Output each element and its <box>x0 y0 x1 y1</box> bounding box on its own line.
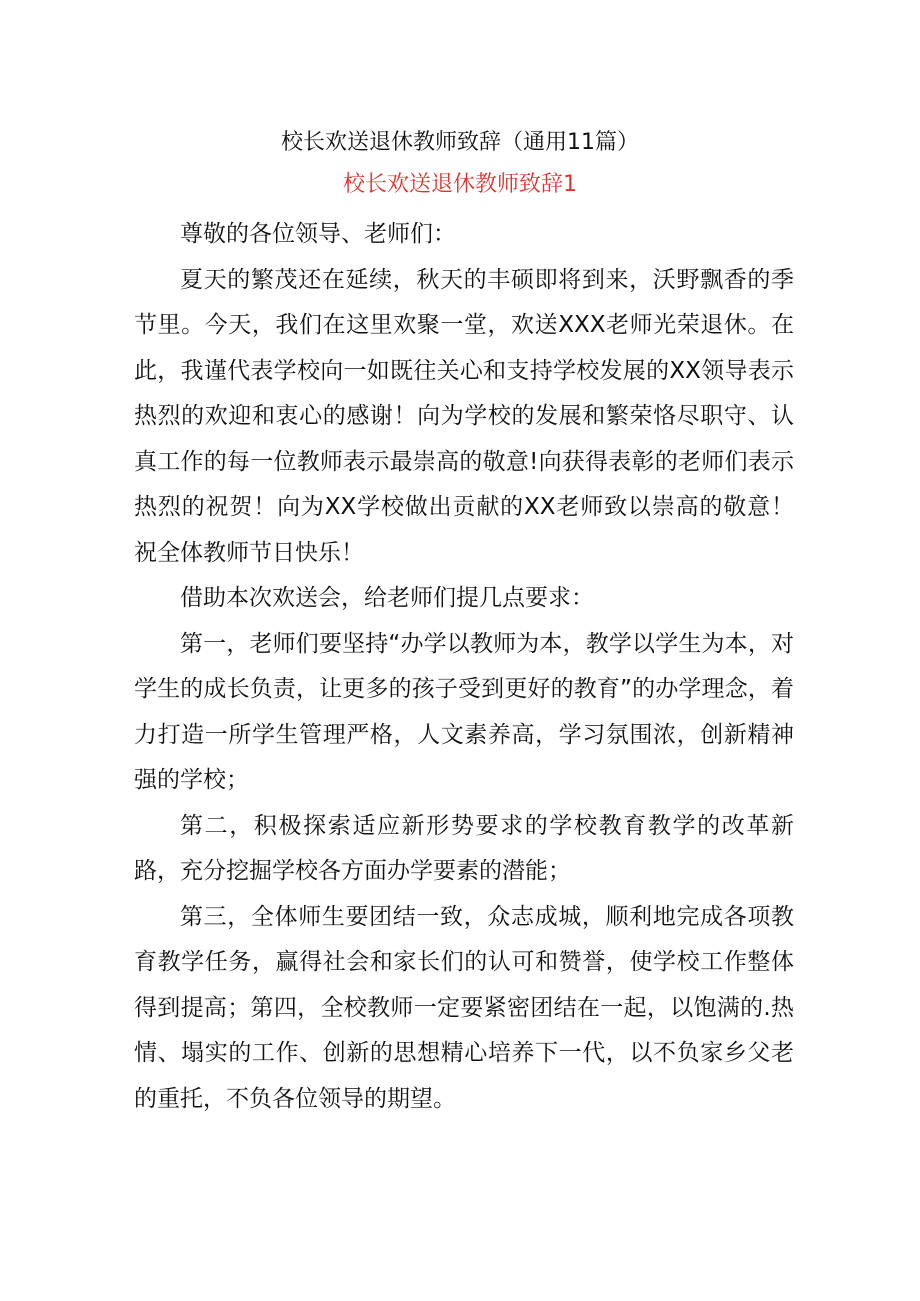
document-body <box>134 212 794 1122</box>
body-paragraph: 借助本次欢送会，给老师们提几点要求： <box>180 585 594 611</box>
section-title: 校长欢送退休教师致辞1 <box>343 172 577 197</box>
body-paragraph: 夏天的繁茂还在延续，秋天的丰硕即将到来，沃野飘香的季节里。今天，我们在这里欢聚一堂，欢送XXX老师光荣退休。在此，我谨代表学校向一如既往关心和支持学校发展的XX领导表示热烈的欢迎和衷心的感谢！向为学校的发展和繁荣恪尽职守、认真工作的每一位教师表示最崇高的敬意!向获得表彰的老师们表示热烈的祝贺！向为XX学校做出贡献的XX老师致以崇高的敬意！祝全体教师节日快乐！ <box>134 266 794 566</box>
body-paragraph: 第三，全体师生要团结一致，众志成城，顺利地完成各项教育教学任务，赢得社会和家长们的认可和赞誉，使学校工作整体得到提高；第四，全校教师一定要紧密团结在一起，以饱满的.热情、塌实的工作、创新的思想精心培养下一代，以不负家乡父老的重托，不负各位领导的期望。 <box>134 903 794 1112</box>
document-title: 校长欢送退休教师致辞（通用11篇） <box>281 130 639 155</box>
body-paragraph: 第一，老师们要坚持“办学以教师为本，教学以学生为本，对学生的成长负责，让更多的孩子受到更好的教育”的办学理念，着力打造一所学生管理严格，人文素养高，学习氛围浓，创新精神强的学校； <box>134 630 794 793</box>
body-paragraph: 第二，积极探索适应新形势要求的学校教育教学的改革新路，充分挖掘学校各方面办学要素的潜能； <box>134 812 794 884</box>
salutation-paragraph: 尊敬的各位领导、老师们： <box>180 221 456 247</box>
